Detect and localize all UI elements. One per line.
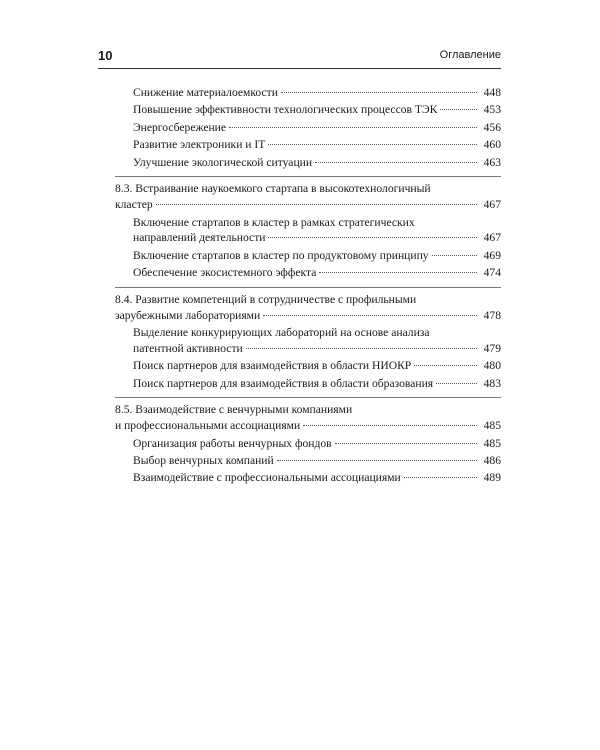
dot-leader: [303, 425, 477, 426]
dot-leader: [263, 315, 477, 316]
toc-entry-page: 463: [483, 155, 501, 169]
toc-entry[interactable]: [115, 248, 501, 264]
table-of-contents: [115, 85, 501, 488]
toc-entry[interactable]: [115, 215, 501, 247]
toc-entry-page: 469: [483, 248, 501, 262]
toc-entry-page: 467: [483, 198, 501, 212]
page-header: [98, 48, 501, 70]
group-divider: [115, 176, 501, 177]
toc-entry[interactable]: [115, 265, 501, 281]
header-rule: [98, 68, 501, 69]
toc-entry[interactable]: [115, 155, 501, 171]
toc-entry-page: 460: [483, 138, 501, 152]
toc-entry[interactable]: [115, 470, 501, 486]
toc-entry-label: Поиск партнеров для взаимодействия в области НИОКР: [133, 359, 412, 373]
toc-entry-page: 467: [483, 231, 501, 245]
toc-entry-label: Развитие электроники и IT: [133, 138, 266, 152]
toc-entry-label-line2: направлений деятельности: [133, 231, 266, 245]
toc-section-entry[interactable]: [115, 292, 501, 324]
toc-section-label-line2: кластер: [115, 198, 153, 212]
toc-entry-page: 486: [483, 454, 501, 468]
toc-entry[interactable]: [115, 453, 501, 469]
toc-entry-label: Поиск партнеров для взаимодействия в области образования: [133, 376, 434, 390]
dot-leader: [156, 204, 477, 205]
toc-entry-page: 474: [483, 266, 501, 280]
toc-group: [115, 181, 501, 281]
toc-entry-label: Снижение материалоемкости: [133, 86, 278, 99]
dot-leader: [246, 348, 477, 349]
toc-entry-page: 479: [483, 341, 501, 355]
toc-section-label-line1: 8.3. Встраивание наукоемкого стартапа в высокотехнологичный: [115, 182, 431, 196]
toc-entry[interactable]: [115, 102, 501, 118]
toc-entry-label-line2: патентной активности: [133, 341, 243, 355]
toc-entry-page: 478: [483, 308, 501, 322]
dot-leader: [432, 255, 477, 256]
group-divider: [115, 287, 501, 288]
toc-entry-page: 456: [483, 120, 501, 134]
dot-leader: [414, 365, 477, 366]
toc-entry-label-line1: Включение стартапов в кластер в рамках стратегических: [133, 215, 415, 229]
toc-entry-page: 448: [483, 86, 501, 99]
dot-leader: [281, 92, 477, 93]
toc-entry-page: 480: [483, 359, 501, 373]
toc-entry[interactable]: [115, 120, 501, 136]
toc-entry-label: Энергосбережение: [133, 120, 227, 134]
dot-leader: [404, 477, 477, 478]
dot-leader: [319, 272, 477, 273]
dot-leader: [335, 443, 477, 444]
toc-entry[interactable]: [115, 436, 501, 452]
toc-entry[interactable]: [115, 325, 501, 357]
toc-section-entry[interactable]: [115, 402, 501, 434]
dot-leader: [268, 144, 477, 145]
toc-section-label-line1: 8.4. Развитие компетенций в сотрудничестве с профильными: [115, 292, 417, 306]
toc-entry-page: 483: [483, 376, 501, 390]
toc-section-label-line2: и профессиональными ассоциациями: [115, 419, 301, 433]
dot-leader: [315, 162, 477, 163]
dot-leader: [229, 127, 477, 128]
toc-entry-label: Выбор венчурных компаний: [133, 454, 274, 468]
dot-leader: [268, 237, 477, 238]
toc-entry[interactable]: [115, 376, 501, 392]
toc-group: [115, 85, 501, 170]
dot-leader: [277, 460, 477, 461]
toc-entry-label: Обеспечение экосистемного эффекта: [133, 266, 317, 280]
toc-section-label-line1: 8.5. Взаимодействие с венчурными компаниями: [115, 403, 353, 417]
toc-group: [115, 292, 501, 392]
toc-entry[interactable]: [115, 137, 501, 153]
running-title: Оглавление: [439, 49, 501, 61]
toc-entry-page: 485: [483, 436, 501, 450]
page-number: 10: [98, 48, 113, 63]
toc-entry-label: Взаимодействие с профессиональными ассоциациями: [133, 471, 401, 485]
toc-entry-page: 489: [483, 471, 501, 485]
toc-group: [115, 402, 501, 486]
toc-entry-label: Включение стартапов в кластер по продуктовому принципу: [133, 248, 429, 262]
toc-entry-label: Улучшение экологической ситуации: [133, 155, 313, 169]
toc-section-entry[interactable]: [115, 181, 501, 213]
dot-leader: [440, 109, 477, 110]
toc-entry-label: Повышение эффективности технологических процессов ТЭК: [133, 103, 438, 117]
group-divider: [115, 397, 501, 398]
toc-section-label-line2: зарубежными лабораториями: [115, 308, 261, 322]
toc-entry-page: 485: [483, 419, 501, 433]
toc-entry[interactable]: [115, 358, 501, 374]
toc-entry-page: 453: [483, 103, 501, 117]
toc-entry-label-line1: Выделение конкурирующих лабораторий на основе анализа: [133, 326, 430, 340]
toc-entry[interactable]: [115, 85, 501, 101]
toc-entry-label: Организация работы венчурных фондов: [133, 436, 332, 450]
dot-leader: [436, 383, 477, 384]
